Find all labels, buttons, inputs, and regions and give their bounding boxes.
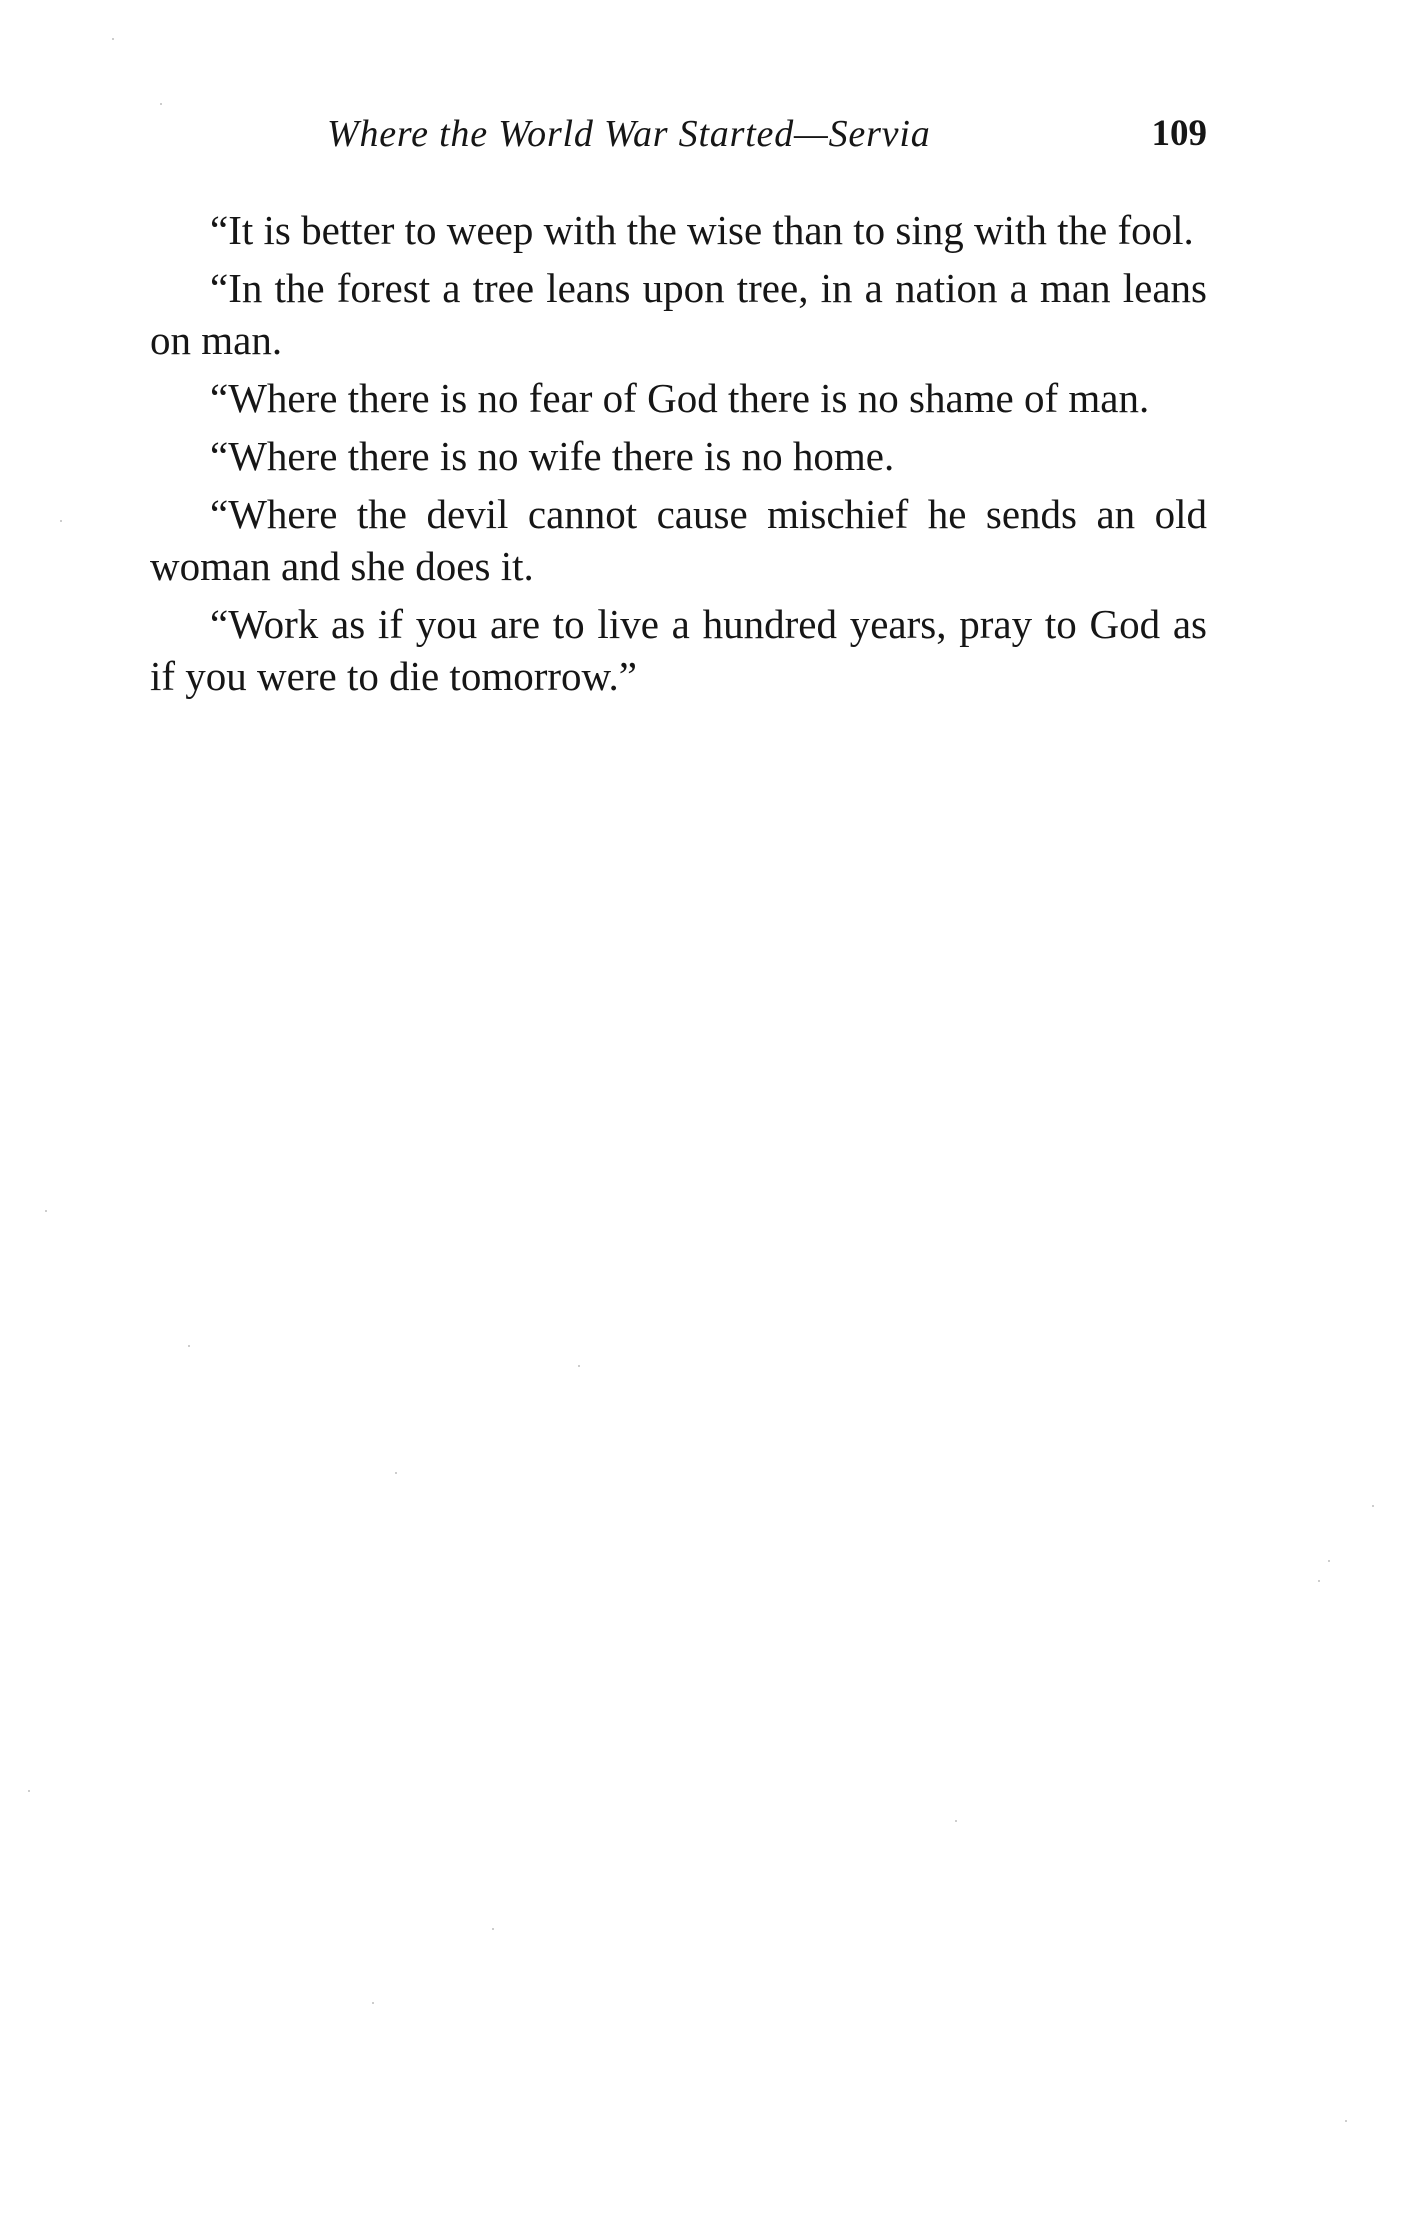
paper-speck <box>492 1928 494 1930</box>
paper-speck <box>578 1365 580 1367</box>
paper-speck <box>395 1472 397 1474</box>
paper-speck <box>372 2002 374 2004</box>
proverb-paragraph: “It is better to weep with the wise than to sing with the fool. <box>210 207 1194 253</box>
paper-speck <box>112 38 114 40</box>
paper-speck <box>60 520 62 522</box>
page-number: 109 <box>1151 113 1207 154</box>
proverb-paragraph: “Work as if you are to live a hundred years, pray to God as if you were to die tomorrow.” <box>150 601 1207 699</box>
paper-speck <box>1345 2120 1347 2122</box>
paper-speck <box>160 103 162 105</box>
body-text <box>150 204 1207 708</box>
running-title: Where the World War Started—Servia <box>327 113 931 155</box>
proverb-paragraph: “Where the devil cannot cause mischief he sends an old woman and she does it. <box>150 491 1207 589</box>
paper-speck <box>1328 1560 1330 1562</box>
paper-speck <box>955 1820 957 1822</box>
paper-speck <box>28 1790 30 1792</box>
running-header <box>150 112 1207 172</box>
paper-speck <box>188 1345 190 1347</box>
proverb-paragraph: “In the forest a tree leans upon tree, in a nation a man leans on man. <box>150 265 1207 363</box>
paper-speck <box>1318 1580 1320 1582</box>
paper-speck <box>1372 1505 1374 1507</box>
proverb-paragraph: “Where there is no fear of God there is no shame of man. <box>210 375 1150 421</box>
proverb-paragraph: “Where there is no wife there is no home. <box>210 433 895 479</box>
paper-speck <box>45 1210 47 1212</box>
